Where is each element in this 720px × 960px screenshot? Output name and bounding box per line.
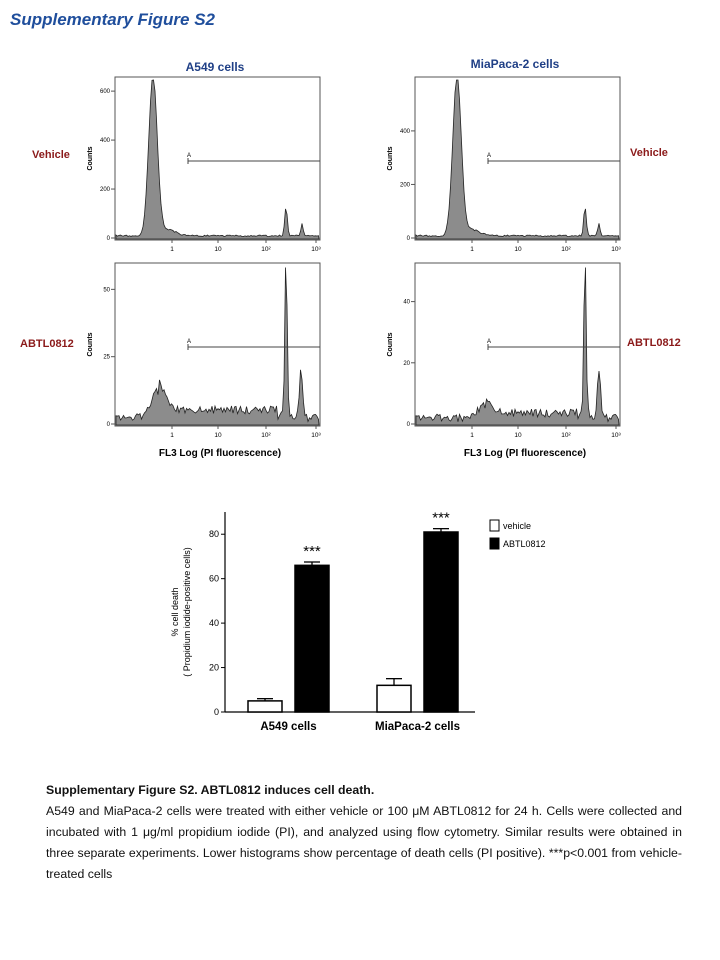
- histogram-frame: [415, 77, 620, 240]
- histogram-frame: [415, 263, 620, 426]
- histogram-miapaca-abtl0812: [380, 258, 625, 443]
- bar-0-1: [295, 565, 329, 712]
- histogram-xtick-label: 10³: [611, 246, 621, 253]
- histogram-ytick-label: 0: [406, 422, 410, 428]
- col-title-a549: A549 cells: [185, 60, 245, 74]
- caption-body: A549 and MiaPaca-2 cells were treated with either vehicle or 100 μM ABTL0812 for 24 h. Cells were collected and incubated with 1 μg/ml propidium iodide (PI), and analyzed using flow cytometry. Similar results were obtained in three separate experiments. Lower histograms show percentage of death cells (PI positive). ***p<0.001 from vehicle-treated cells: [46, 804, 682, 881]
- bar-chart-ytick-label: 60: [208, 573, 219, 584]
- significance-marker: ***: [303, 543, 321, 560]
- row-label-vehicle-left: Vehicle: [32, 149, 70, 161]
- histogram-ytick-label: 40: [403, 299, 410, 306]
- histogram-ytick-label: 400: [99, 138, 110, 145]
- legend-swatch-1: [490, 538, 499, 549]
- cell-death-bar-chart: [150, 500, 570, 750]
- bar-chart-ylabel-line1: % cell death: [170, 587, 180, 637]
- histogram-xtick-label: 10³: [311, 246, 321, 253]
- histogram-ytick-label: 20: [403, 360, 410, 367]
- histogram-ytick-label: 0: [106, 422, 110, 428]
- histogram-ytick-label: 25: [103, 354, 110, 361]
- histogram-xtick-label: 10: [214, 246, 222, 253]
- histogram-ytick-label: 600: [99, 89, 110, 96]
- histogram-xtick-label: 10: [514, 432, 522, 439]
- histogram-a549-abtl0812: [80, 258, 325, 443]
- histogram-gate-label: A: [487, 339, 492, 345]
- bar-chart-ytick-label: 20: [208, 662, 219, 673]
- xlabel-a549: FL3 Log (PI fluorescence): [158, 448, 282, 459]
- histogram-xtick-label: 1: [170, 432, 174, 439]
- histogram-gate-label: A: [487, 153, 492, 159]
- histogram-ylabel: Counts: [387, 332, 394, 357]
- histogram-ytick-label: 400: [399, 128, 410, 135]
- col-title-miapaca: MiaPaca-2 cells: [470, 57, 560, 71]
- figure-caption: [46, 780, 682, 885]
- histogram-ytick-label: 200: [399, 182, 410, 189]
- histogram-xtick-label: 10³: [311, 432, 321, 439]
- histogram-gate-label: A: [187, 339, 192, 345]
- xlabel-miapaca: FL3 Log (PI fluorescence): [463, 448, 587, 459]
- bar-category-label: MiaPaca-2 cells: [374, 721, 461, 733]
- bar-chart-ytick-label: 40: [208, 618, 219, 629]
- histogram-ytick-label: 0: [406, 236, 410, 242]
- histogram-xtick-label: 1: [470, 246, 474, 253]
- histogram-xtick-label: 10²: [261, 432, 271, 439]
- legend-swatch-0: [490, 520, 499, 531]
- histogram-xtick-label: 10²: [261, 246, 271, 253]
- legend-label-1: ABTL0812: [503, 539, 546, 549]
- legend-label-0: vehicle: [503, 521, 532, 531]
- histogram-ytick-label: 0: [106, 236, 110, 242]
- row-label-vehicle-right: Vehicle: [630, 147, 668, 159]
- histogram-xtick-label: 1: [470, 432, 474, 439]
- histogram-ylabel: Counts: [387, 146, 394, 171]
- histogram-gate-label: A: [187, 153, 192, 159]
- histogram-ylabel: Counts: [87, 146, 94, 171]
- row-label-abtl-right: ABTL0812: [627, 337, 681, 349]
- histogram-xtick-label: 10³: [611, 432, 621, 439]
- bar-category-label: A549 cells: [260, 721, 317, 733]
- histogram-xtick-label: 10: [214, 432, 222, 439]
- histogram-xtick-label: 10²: [561, 432, 571, 439]
- bar-chart-ytick-label: 0: [213, 707, 219, 717]
- histogram-a549-vehicle: [80, 72, 325, 257]
- bar-chart-ylabel-line2: ( Propidium iodide-positive cells): [182, 547, 192, 677]
- bar-chart-ytick-label: 80: [208, 529, 219, 540]
- row-label-abtl-left: ABTL0812: [20, 338, 74, 350]
- histogram-xtick-label: 10: [514, 246, 522, 253]
- histogram-miapaca-vehicle: [380, 72, 625, 257]
- histogram-xtick-label: 1: [170, 246, 174, 253]
- histogram-frame: [115, 263, 320, 426]
- bar-1-0: [377, 685, 411, 712]
- histogram-xtick-label: 10²: [561, 246, 571, 253]
- bar-1-1: [424, 532, 458, 712]
- significance-marker: ***: [432, 509, 450, 527]
- histogram-ytick-label: 50: [103, 287, 110, 294]
- figure-title: Supplementary Figure S2: [10, 10, 215, 29]
- histogram-ytick-label: 200: [99, 187, 110, 194]
- caption-title: Supplementary Figure S2. ABTL0812 induces cell death.: [46, 783, 375, 797]
- histogram-ylabel: Counts: [87, 332, 94, 357]
- bar-0-0: [248, 701, 282, 712]
